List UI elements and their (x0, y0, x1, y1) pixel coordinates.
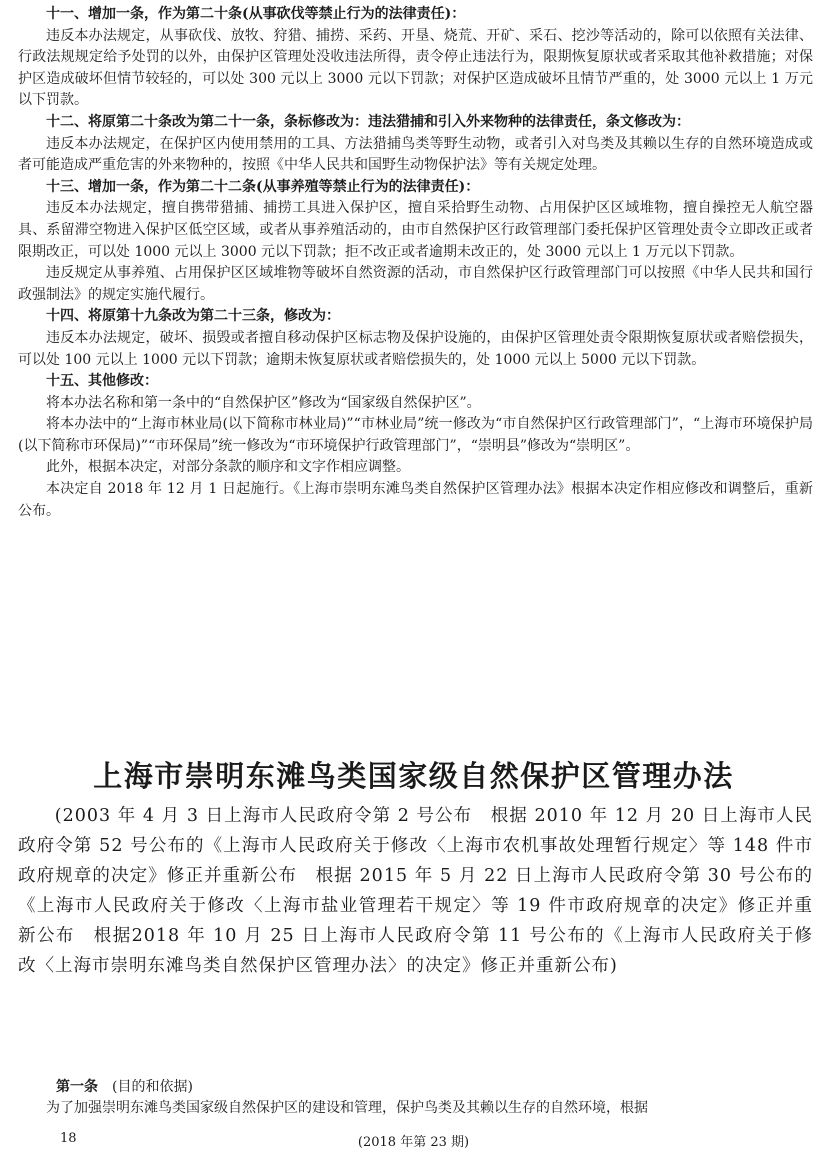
article-purpose: (目的和依据) (112, 1079, 193, 1095)
paragraph: 违反本办法规定，从事砍伐、放牧、狩猎、捕捞、采药、开垦、烧荒、开矿、采石、挖沙等活动的，除可以依照有关法律、行政法规规定给予处罚的以外，由保护区管理处没收违法所得，责令停止违法行为，限期恢复原状或者采取其他补救措施；对保护区造成破坏但情节较轻的，可以处 300 元以上 3000 元以下罚款；对保护区造成破坏且情节严重的，处 3000 元以上 1 万元以下罚款。 (18, 27, 813, 109)
page-number: 18 (60, 1131, 77, 1146)
paragraph: 违反本办法规定，在保护区内使用禁用的工具、方法猎捕鸟类等野生动物，或者引入对鸟类及其赖以生存的自然环境造成或者可能造成严重危害的外来物种的，按照《中华人民共和国野生动物保护法》等有关规定处理。 (18, 135, 813, 174)
amendment-heading: 十二、将原第二十条改为第二十一条，条标修改为：违法猎捕和引入外来物种的法律责任，条文修改为： (46, 113, 690, 130)
article-heading (56, 1077, 193, 1098)
paragraph: 本决定自 2018 年 12 月 1 日起施行。《上海市崇明东滩鸟类自然保护区管理办法》根据本决定作相应修改和调整后，重新公布。 (18, 481, 813, 519)
paragraph: 违反本办法规定，擅自携带猎捕、捕捞工具进入保护区，擅自采拾野生动物、占用保护区区域堆物，擅自操控无人航空器具、系留滞空物进入保护区低空区域，或者从事养殖活动的，由市自然保护区行政管理部门委托保护区管理处责令立即改正或者限期改正，可以处 1000 元以上 3000 元以下罚款；拒不改正或者逾期未改正的，处 3000 元以上 1 万元以下罚款。 (18, 200, 813, 260)
issue-label: (2018 年第 23 期) (357, 1135, 470, 1150)
amendment-heading: 十五、其他修改： (46, 373, 158, 390)
amendment-heading: 十一、增加一条，作为第二十条(从事砍伐等禁止行为的法律责任)： (46, 6, 466, 22)
article-number: 第一条 (56, 1079, 98, 1095)
amendment-items (18, 4, 813, 522)
paragraph: 此外，根据本决定，对部分条款的顺序和文字作相应调整。 (46, 459, 410, 476)
article-text: 为了加强崇明东滩鸟类国家级自然保护区的建设和管理，保护鸟类及其赖以生存的自然环境，根据 (46, 1100, 648, 1116)
paragraph: 将本办法名称和第一条中的“自然保护区”修改为“国家级自然保护区”。 (46, 394, 481, 411)
paragraph: 将本办法中的“上海市林业局(以下简称市林业局)”“市林业局”统一修改为“市自然保护区行政管理部门”，“上海市环境保护局(以下简称市环保局)”“市环保局”统一修改为“市环境保护行政管理部门”，“崇明县”修改为“崇明区”。 (18, 416, 813, 454)
revision-history: (2003 年 4 月 3 日上海市人民政府令第 2 号公布 根据 2010 年 12 月 20 日上海市人民政府令第 52 号公布的《上海市人民政府关于修改〈上海市农机事故处理暂行规定〉等 148 件市政府规章的决定》修正并重新公布 根据 2015 年 5 月 22 日上海市人民政府令第 30 号公布的《上海市人民政府关于修改〈上海市盐业管理若干规定〉等 19 件市政府规章的决定》修正并重新公布 根据2018 年 10 月 25 日上海市人民政府令第 11 号公布的《上海市人民政府关于修改〈上海市崇明东滩鸟类自然保护区管理办法〉的决定》修正并重新公布) (18, 806, 813, 976)
paragraph: 违反本办法规定，破坏、损毁或者擅自移动保护区标志物及保护设施的，由保护区管理处责令限期恢复原状或者赔偿损失，可以处 100 元以上 1000 元以下罚款；逾期未恢复原状或者赔偿损失的，处 1000 元以上 5000 元以下罚款。 (18, 329, 813, 368)
regulation-title: 上海市崇明东滩鸟类国家级自然保护区管理办法 (93, 759, 734, 793)
paragraph: 违反规定从事养殖、占用保护区区域堆物等破坏自然资源的活动，市自然保护区行政管理部门可以按照《中华人民共和国行政强制法》的规定实施代履行。 (18, 265, 813, 303)
amendment-heading: 十四、将原第十九条改为第二十三条，修改为： (46, 308, 340, 325)
amendment-heading: 十三、增加一条，作为第二十二条(从事养殖等禁止行为的法律责任)： (46, 178, 480, 195)
